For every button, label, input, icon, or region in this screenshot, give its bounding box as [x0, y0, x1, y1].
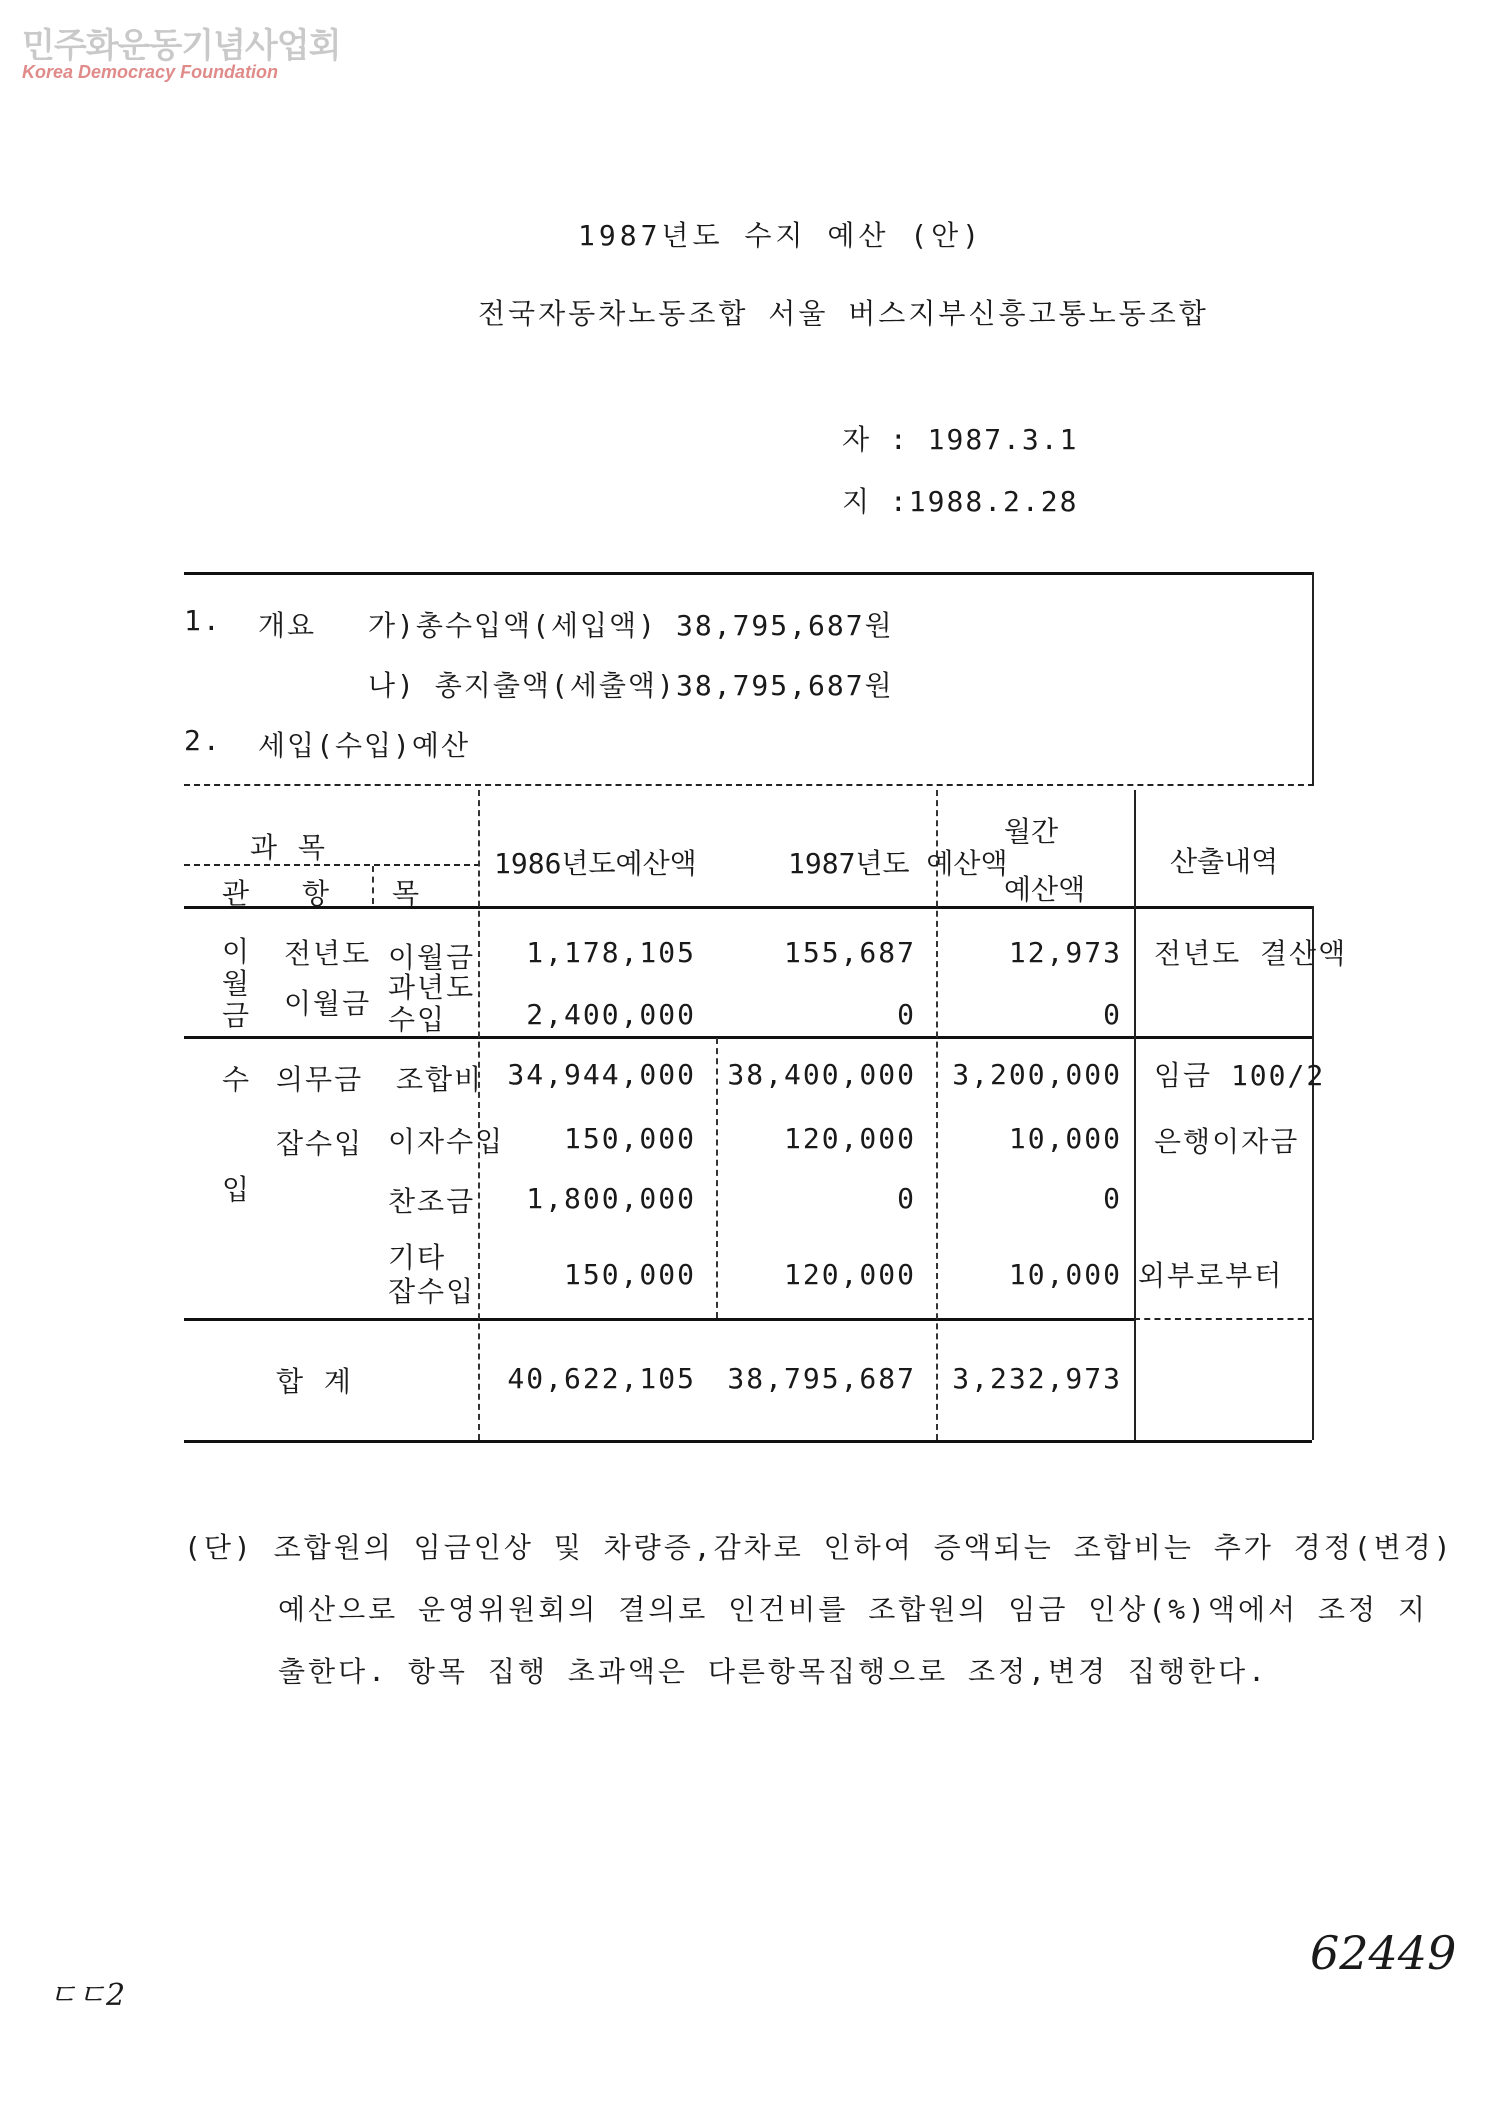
table-bottom-line [184, 1440, 1312, 1443]
gwan-carryover-1: 이 [222, 935, 252, 968]
interest-basis: 은행이자금 [1154, 1125, 1300, 1158]
header-basis: 산출내역 [1170, 845, 1279, 878]
frame-right-lower [1312, 906, 1314, 1440]
mok-donation: 찬조금 [388, 1185, 476, 1218]
watermark-english: Korea Democracy Foundation [22, 62, 279, 82]
donation-1986: 1,800,000 [526, 1182, 696, 1215]
total-expense-label: 나) 총지출액(세출액) [368, 669, 676, 702]
donation-monthly: 0 [1103, 1182, 1122, 1215]
col-sep-subject [478, 790, 480, 1440]
note-line-1: (단) 조합원의 임금인상 및 차량증,감차로 인하여 증액되는 조합비는 추가 경정(변경) [184, 1531, 1454, 1564]
period-to: 지 :1988.2.28 [842, 485, 1079, 518]
union-fee-1986: 34,944,000 [507, 1058, 696, 1091]
carryover-bottom-line [184, 1036, 1314, 1039]
hang-dues: 의무금 [276, 1063, 364, 1096]
income-bottom-line [184, 1318, 1134, 1321]
watermark-korean: 민주화운동기념사업회 [22, 26, 341, 66]
total-income-label: 가)총수입액(세입액) [368, 609, 657, 642]
organization-name: 전국자동차노동조합 서울 버스지부신흥고통노동조합 [478, 297, 1209, 330]
income-bottom-line-dashed [1134, 1318, 1314, 1320]
period-from: 자 : 1987.3.1 [842, 423, 1079, 456]
total-label: 합 계 [276, 1365, 353, 1398]
frame-right-upper [1312, 572, 1314, 784]
overview-number: 1. [184, 604, 222, 637]
carryover-1986: 1,178,105 [526, 936, 696, 969]
total-1986: 40,622,105 [507, 1362, 696, 1395]
subject-split-line [184, 864, 480, 866]
frame-top-line [184, 572, 1314, 575]
total-expense-value: 38,795,687원 [676, 669, 894, 702]
document-title: 1987년도 수지 예산 (안) [578, 219, 984, 252]
other-basis: 외부로부터 [1138, 1259, 1284, 1292]
section2-number: 2. [184, 724, 222, 757]
header-monthly-1: 월간 [1004, 815, 1059, 848]
header-mok: 목 [392, 877, 422, 910]
mok-other-2: 잡수입 [388, 1275, 476, 1308]
other-monthly: 10,000 [1008, 1258, 1122, 1291]
interest-monthly: 10,000 [1008, 1122, 1122, 1155]
carryover-basis: 전년도 결산액 [1154, 937, 1348, 970]
header-hang: 항 [302, 877, 332, 910]
overview-heading: 개요 [258, 609, 317, 642]
gwan-income-2: 입 [222, 1173, 252, 1206]
handwritten-doc-number: 62449 [1310, 1926, 1457, 1980]
mok-carryover: 이월금 [388, 941, 476, 974]
col-sep-1986 [716, 1038, 718, 1318]
union-fee-1987: 38,400,000 [727, 1058, 916, 1091]
header-gwan: 관 [222, 877, 252, 910]
header-monthly-2: 예산액 [1004, 873, 1086, 906]
mok-interest: 이자수입 [388, 1125, 505, 1158]
header-subject: 과 목 [250, 831, 327, 864]
header-bottom-line [184, 906, 1314, 909]
handwritten-corner-mark: ㄷㄷ2 [48, 1978, 126, 2013]
gwan-carryover-2: 월 [222, 967, 252, 1000]
interest-1987: 120,000 [783, 1122, 916, 1155]
col-sep-monthly [1134, 790, 1136, 1440]
prior-year-1987: 0 [897, 998, 916, 1031]
mok-prior-year-1: 과년도 [388, 971, 476, 1004]
mok-other-1: 기타 [388, 1241, 447, 1274]
carryover-1987: 155,687 [783, 936, 916, 969]
hang-misc: 잡수입 [276, 1127, 364, 1160]
header-1986-budget: 1986년도예산액 [494, 847, 697, 880]
carryover-monthly: 12,973 [1008, 936, 1122, 969]
total-income-value: 38,795,687원 [676, 609, 894, 642]
prior-year-monthly: 0 [1103, 998, 1122, 1031]
section2-heading: 세입(수입)예산 [258, 729, 471, 762]
prior-year-1986: 2,400,000 [526, 998, 696, 1031]
mok-union-fee: 조합비 [396, 1063, 484, 1096]
union-fee-monthly: 3,200,000 [952, 1058, 1122, 1091]
total-monthly: 3,232,973 [952, 1362, 1122, 1395]
col-sep-hang-mok [372, 866, 374, 904]
table-top-line [184, 784, 1314, 786]
gwan-income-1: 수 [222, 1063, 252, 1096]
interest-1986: 150,000 [563, 1122, 696, 1155]
gwan-carryover-3: 금 [222, 999, 252, 1032]
note-line-2: 예산으로 운영위원회의 결의로 인건비를 조합원의 임금 인상(%)액에서 조정 지 [278, 1593, 1428, 1626]
donation-1987: 0 [897, 1182, 916, 1215]
other-1987: 120,000 [783, 1258, 916, 1291]
header-1987-budget: 1987년도 예산액 [788, 847, 1008, 880]
hang-carryover-a: 전년도 [284, 937, 372, 970]
col-sep-1987 [936, 790, 938, 1440]
other-1986: 150,000 [563, 1258, 696, 1291]
union-fee-basis: 임금 100/2 [1154, 1059, 1326, 1092]
total-1987: 38,795,687 [727, 1362, 916, 1395]
note-line-3: 출한다. 항목 집행 초과액은 다른항목집행으로 조정,변경 집행한다. [278, 1655, 1269, 1688]
hang-carryover-b: 이월금 [284, 987, 372, 1020]
mok-prior-year-2: 수입 [388, 1003, 447, 1036]
